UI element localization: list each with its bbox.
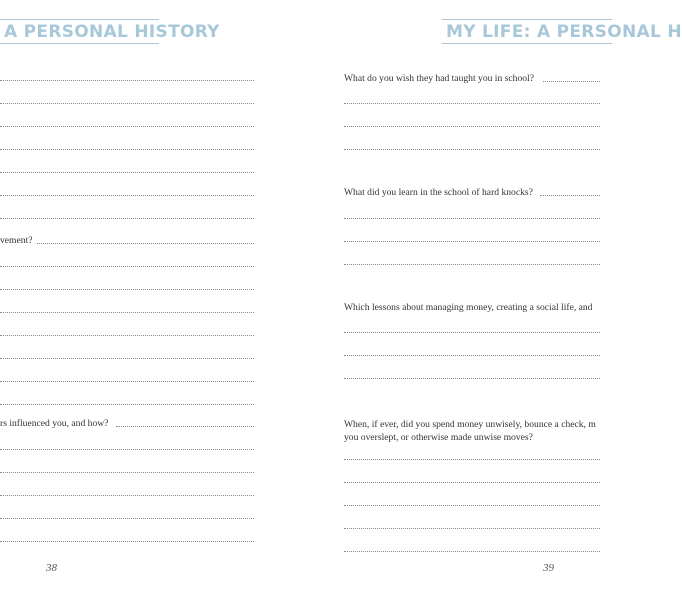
answer-line bbox=[0, 358, 254, 359]
answer-line bbox=[540, 195, 600, 196]
question-text: vement? bbox=[0, 235, 33, 246]
page-number: 38 bbox=[46, 562, 57, 574]
answer-line bbox=[0, 381, 254, 382]
answer-line bbox=[344, 332, 600, 333]
answer-line bbox=[344, 126, 600, 127]
answer-line bbox=[0, 149, 254, 150]
answer-line bbox=[344, 149, 600, 150]
answer-line bbox=[0, 103, 254, 104]
question-text: What do you wish they had taught you in school? bbox=[344, 73, 534, 84]
question-text: What did you learn in the school of hard knocks? bbox=[344, 187, 533, 198]
answer-line bbox=[0, 541, 254, 542]
answer-line bbox=[0, 218, 254, 219]
question-text: Which lessons about managing money, creating a social life, and bbox=[344, 302, 593, 313]
question-text: rs influenced you, and how? bbox=[0, 418, 109, 429]
answer-line bbox=[344, 505, 600, 506]
page-number: 39 bbox=[543, 562, 554, 574]
answer-line bbox=[344, 551, 600, 552]
answer-line bbox=[344, 241, 600, 242]
answer-line bbox=[0, 335, 254, 336]
answer-line bbox=[0, 266, 254, 267]
answer-line bbox=[0, 495, 254, 496]
answer-line bbox=[344, 264, 600, 265]
answer-line bbox=[0, 195, 254, 196]
answer-line bbox=[0, 172, 254, 173]
answer-line bbox=[0, 518, 254, 519]
answer-line bbox=[0, 289, 254, 290]
answer-line bbox=[0, 126, 254, 127]
left-page bbox=[0, 0, 290, 600]
answer-line bbox=[344, 355, 600, 356]
answer-line bbox=[0, 80, 254, 81]
answer-line bbox=[344, 482, 600, 483]
page-header: MY LIFE: A PERSONAL H bbox=[442, 19, 612, 44]
answer-line bbox=[0, 472, 254, 473]
answer-line bbox=[344, 218, 600, 219]
answer-line bbox=[344, 378, 600, 379]
answer-line bbox=[116, 426, 254, 427]
answer-line bbox=[344, 528, 600, 529]
answer-line bbox=[37, 243, 254, 244]
answer-line bbox=[344, 459, 600, 460]
page-header: A PERSONAL HISTORY bbox=[0, 19, 159, 44]
question-text: you overslept, or otherwise made unwise moves? bbox=[344, 432, 533, 443]
answer-line bbox=[0, 449, 254, 450]
answer-line bbox=[543, 81, 600, 82]
question-text: When, if ever, did you spend money unwisely, bounce a check, m bbox=[344, 419, 596, 430]
answer-line bbox=[0, 312, 254, 313]
answer-line bbox=[344, 103, 600, 104]
right-page bbox=[310, 0, 682, 600]
answer-line bbox=[0, 404, 254, 405]
